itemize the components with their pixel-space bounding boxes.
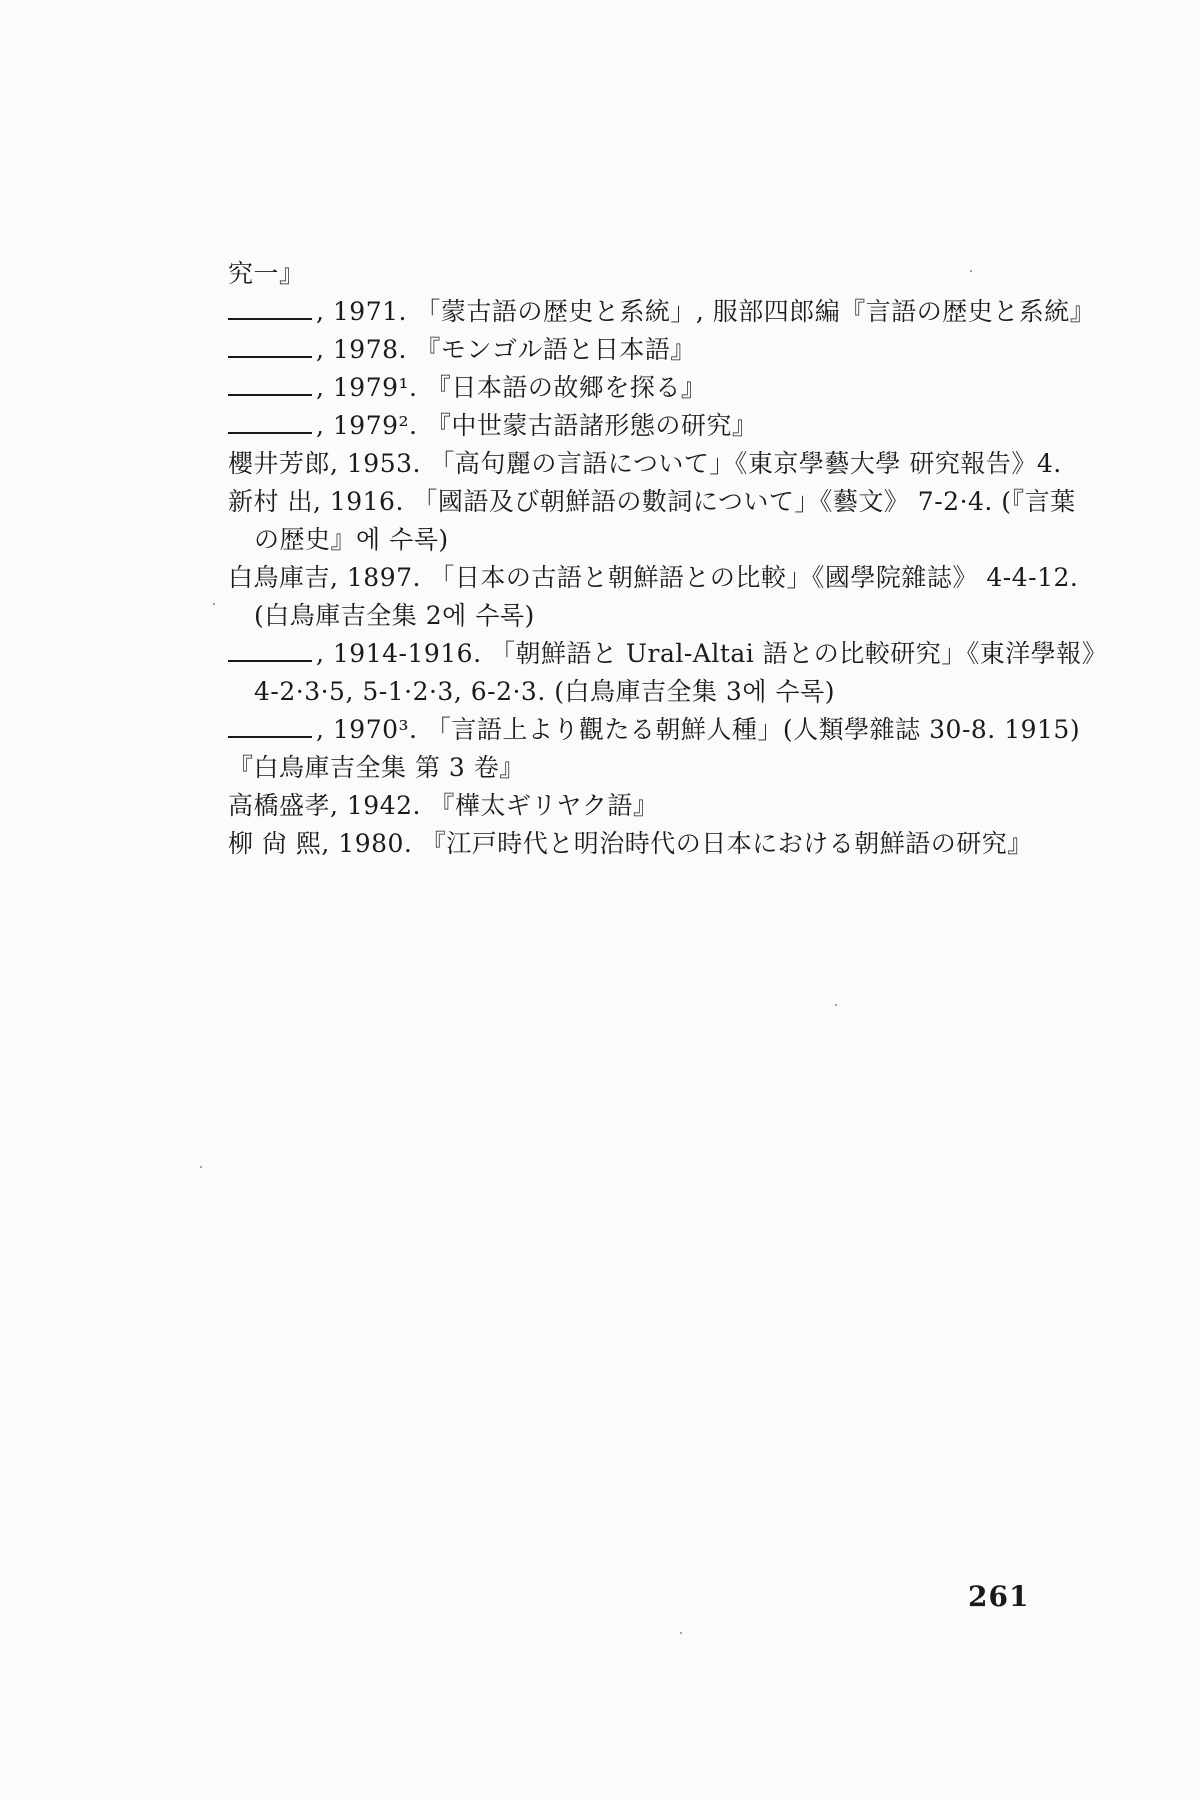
reference-continuation: (白鳥庫吉全集 2에 수록) <box>254 601 535 630</box>
paper-speck <box>835 1004 837 1006</box>
ditto-dash <box>228 298 312 320</box>
ditto-dash <box>228 716 312 738</box>
reference-continuation: の歴史』에 수록) <box>254 525 449 554</box>
paper-speck <box>200 1166 202 1168</box>
page-number: 261 <box>968 1580 1030 1613</box>
reference-entry <box>228 749 1038 787</box>
reference-text: , 1978. 『モンゴル語と日本語』 <box>316 335 696 364</box>
reference-entry <box>228 407 1038 445</box>
ditto-dash <box>228 412 312 434</box>
paper-speck <box>970 270 972 272</box>
paper-speck <box>213 603 215 605</box>
reference-text: , 1979². 『中世蒙古語諸形態の研究』 <box>316 411 758 440</box>
reference-entry <box>228 559 1079 635</box>
reference-text: 究一』 <box>228 259 305 288</box>
ditto-dash <box>228 374 312 396</box>
reference-entry <box>228 635 1108 711</box>
reference-continuation: 4-2·3·5, 5-1·2·3, 6-2·3. (白鳥庫吉全集 3에 수록) <box>254 677 835 706</box>
ditto-dash <box>228 640 312 662</box>
reference-entry <box>228 787 1038 825</box>
reference-entry <box>228 483 1076 559</box>
reference-text: , 1979¹. 『日本語の故郷を探る』 <box>316 373 707 402</box>
reference-entry <box>228 825 1038 863</box>
reference-entry <box>228 445 1062 483</box>
reference-list <box>228 255 1108 863</box>
reference-entry <box>228 331 1038 369</box>
reference-entry <box>228 293 1096 331</box>
reference-entry <box>228 711 1081 749</box>
reference-text: 白鳥庫吉, 1897. 「日本の古語と朝鮮語との比較」《國學院雜誌》 4-4-12. <box>228 563 1079 592</box>
paper-speck <box>680 1632 682 1634</box>
reference-text: 『白鳥庫吉全集 第 3 卷』 <box>228 753 525 782</box>
reference-text: , 1914-1916. 「朝鮮語と Ural-Altai 語との比較研究」《東洋學報》 <box>316 639 1108 668</box>
reference-entry <box>228 255 1038 293</box>
reference-entry <box>228 369 1038 407</box>
reference-text: 高橋盛孝, 1942. 『樺太ギリヤク語』 <box>228 791 659 820</box>
reference-text: 柳 尙 熙, 1980. 『江戸時代と明治時代の日本における朝鮮語の研究』 <box>228 829 1033 858</box>
reference-text: 新村 出, 1916. 「國語及び朝鮮語の數詞について」《藝文》 7-2·4. (『言葉 <box>228 487 1076 516</box>
ditto-dash <box>228 336 312 358</box>
reference-text: , 1971. 「蒙古語の歴史と系統」, 服部四郎編『言語の歴史と系統』 <box>316 297 1096 326</box>
reference-text: 櫻井芳郎, 1953. 「高句麗の言語について」《東京學藝大學 研究報告》4. <box>228 449 1062 478</box>
reference-text: , 1970³. 「言語上より觀たる朝鮮人種」(人類學雜誌 30-8. 1915) <box>316 715 1081 744</box>
